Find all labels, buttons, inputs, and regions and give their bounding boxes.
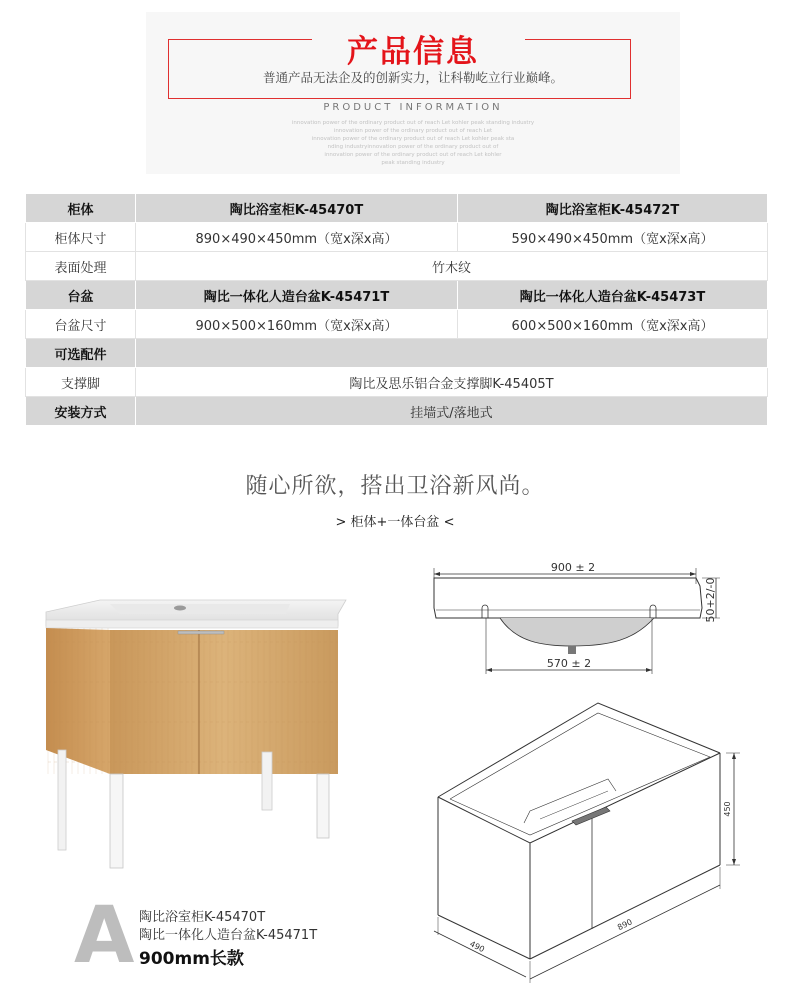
product-cabinet-model: 陶比浴室柜K-45470T — [139, 910, 266, 925]
banner-fine-text: innovation power of the ordinary product out of reach Let — [333, 128, 493, 134]
product-size-label: 900mm长款 — [139, 949, 244, 969]
banner-fine-text: innovation power of the ordinary product out of reach Let kohler peak standing industry — [291, 120, 535, 126]
cell-value: 陶比及思乐铝合金支撑脚K-45405T — [136, 368, 768, 397]
table-row — [26, 252, 768, 281]
row-label: 表面处理 — [26, 252, 136, 281]
table-row — [26, 223, 768, 252]
cabinet-height-label: 450 — [723, 801, 732, 817]
bowl-width-label: 570 ± 2 — [546, 657, 592, 670]
sub-slogan: > 柜体+一体台盆 < — [335, 515, 455, 530]
cell-value: 600×500×160mm（宽x深x高） — [458, 310, 768, 339]
row-label: 柜体尺寸 — [26, 223, 136, 252]
row-label: 支撑脚 — [26, 368, 136, 397]
table-row — [26, 194, 768, 223]
basin-height-label: 50+2/-0 — [704, 577, 717, 623]
cell-value: 900×500×160mm（宽x深x高） — [136, 310, 458, 339]
basin-dimension-drawing — [420, 548, 730, 683]
size-letter-badge: A — [74, 891, 135, 981]
cell-value: 陶比一体化人造台盆K-45473T — [458, 281, 768, 310]
row-label: 可选配件 — [26, 339, 136, 368]
row-label: 台盆 — [26, 281, 136, 310]
slogan: 随心所欲，搭出卫浴新风尚。 — [245, 474, 545, 499]
product-basin-model: 陶比一体化人造台盆K-45471T — [139, 928, 318, 943]
cell-value: 890×490×450mm（宽x深x高） — [136, 223, 458, 252]
table-row — [26, 339, 768, 368]
cell-value: 挂墙式/落地式 — [136, 397, 768, 426]
product-info-banner — [146, 12, 680, 174]
cell-value: 陶比一体化人造台盆K-45471T — [136, 281, 458, 310]
banner-en-title: PRODUCT INFORMATION — [323, 102, 503, 113]
spec-table — [25, 193, 768, 426]
cabinet-dimension-drawing — [420, 695, 740, 995]
table-row — [26, 368, 768, 397]
banner-title: 产品信息 — [347, 34, 479, 70]
cell-value: 590×490×450mm（宽x深x高） — [458, 223, 768, 252]
vanity-product-image — [40, 590, 350, 875]
table-row — [26, 310, 768, 339]
basin-width-label: 900 ± 2 — [550, 561, 596, 574]
cell-value: 陶比浴室柜K-45470T — [136, 194, 458, 223]
row-label: 台盆尺寸 — [26, 310, 136, 339]
banner-fine-text: innovation power of the ordinary product out of reach Let kohler — [324, 152, 502, 158]
row-label: 柜体 — [26, 194, 136, 223]
cell-value: 陶比浴室柜K-45472T — [458, 194, 768, 223]
banner-fine-text: innovation power of the ordinary product out of reach Let kohler peak sta — [311, 136, 515, 142]
cabinet-depth-label: 490 — [468, 939, 486, 955]
banner-fine-text: nding industryinnovation power of the ordinary product out of — [327, 144, 499, 150]
cabinet-width-label: 890 — [616, 917, 634, 933]
banner-fine-text: peak standing industry — [381, 160, 445, 166]
banner-subtitle: 普通产品无法企及的创新实力，让科勒屹立行业巅峰。 — [262, 70, 563, 85]
table-row — [26, 281, 768, 310]
cell-value — [136, 339, 768, 368]
cell-value: 竹木纹 — [136, 252, 768, 281]
table-row — [26, 397, 768, 426]
row-label: 安装方式 — [26, 397, 136, 426]
